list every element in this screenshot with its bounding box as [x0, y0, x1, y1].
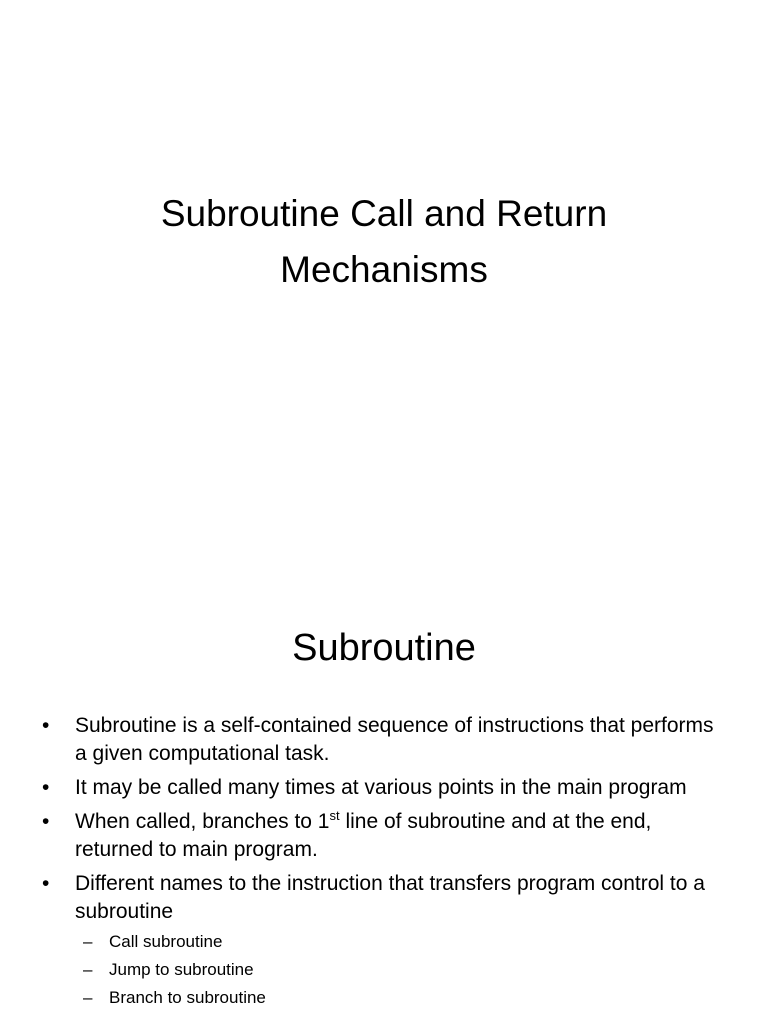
bullet-text: Subroutine is a self-contained sequence of instructions that performs a given computational task. — [75, 714, 714, 765]
sub-bullet-item — [75, 958, 730, 982]
sub-bullet-text: Jump to subroutine — [109, 960, 254, 979]
bullet-text-before-sup: When called, branches to 1 — [75, 810, 330, 833]
sub-bullet-marker: – — [83, 960, 93, 979]
sub-bullet-list — [75, 930, 730, 1010]
sub-bullet-item — [75, 986, 730, 1010]
bullet-item — [40, 870, 730, 1010]
bullet-item — [40, 808, 730, 864]
bullet-list — [40, 712, 730, 1016]
bullet-text: Different names to the instruction that transfers program control to a subroutine — [75, 872, 705, 923]
sub-bullet-marker: – — [83, 988, 93, 1007]
content-slide — [0, 576, 768, 1024]
sub-bullet-item — [75, 930, 730, 954]
bullet-text: It may be called many times at various points in the main program — [75, 776, 687, 799]
bullet-marker: • — [42, 872, 50, 895]
sub-bullet-marker: – — [83, 932, 93, 951]
presentation-title: Subroutine Call and Return Mechanisms — [160, 193, 608, 290]
bullet-item — [40, 774, 730, 802]
ordinal-superscript: st — [329, 808, 340, 823]
bullet-marker: • — [42, 810, 50, 833]
bullet-text-after-sup: line of subroutine and at the end, returned to main program. — [75, 810, 652, 861]
sub-bullet-text: Branch to subroutine — [109, 988, 266, 1007]
sub-bullet-text: Call subroutine — [109, 932, 223, 951]
bullet-marker: • — [42, 714, 50, 737]
bullet-marker: • — [42, 776, 50, 799]
bullet-item — [40, 712, 730, 768]
slide-title: Subroutine — [292, 627, 476, 669]
